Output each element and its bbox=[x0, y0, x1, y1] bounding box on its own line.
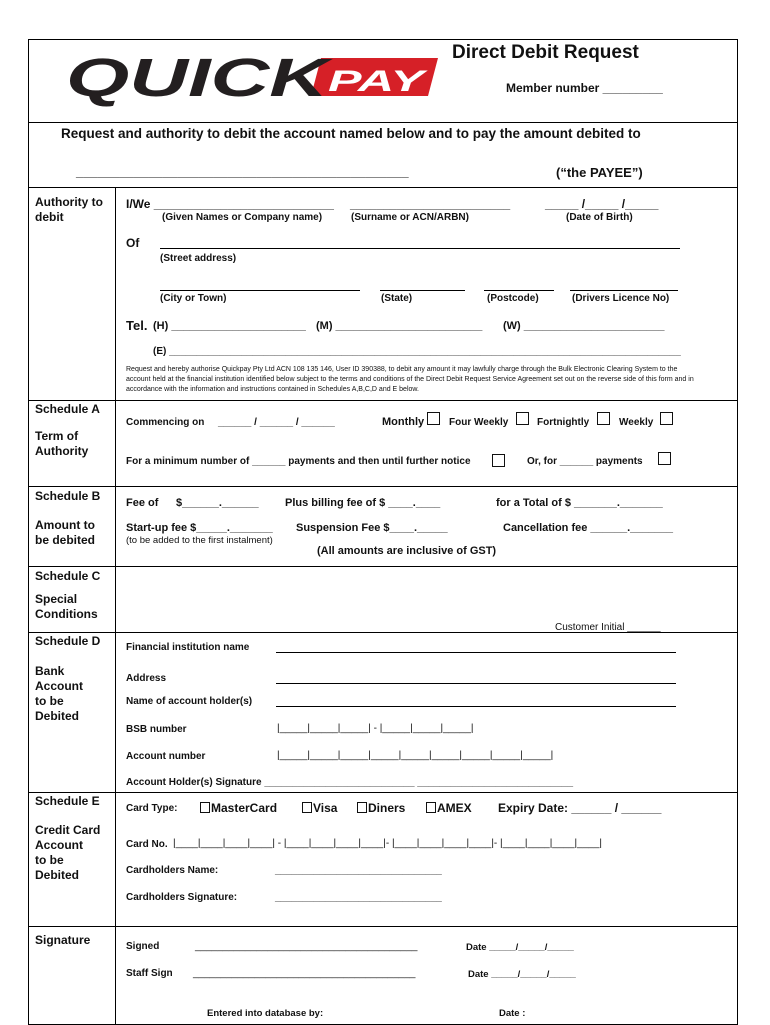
cardholder-signature-label: Cardholders Signature: bbox=[126, 892, 238, 903]
staff-sign-label: Staff Sign bbox=[126, 968, 173, 979]
postcode-line[interactable] bbox=[484, 290, 554, 291]
mastercard-label: MasterCard bbox=[211, 801, 278, 815]
schedule-e-sublabel: Credit Card Account to be Debited bbox=[35, 823, 101, 882]
schedule-b-label: Schedule B bbox=[35, 489, 101, 503]
iwe-field[interactable]: I/We ___________________________ bbox=[126, 197, 334, 211]
street-caption: (Street address) bbox=[160, 253, 237, 264]
bsb-label: BSB number bbox=[126, 724, 187, 735]
postcode-caption: (Postcode) bbox=[487, 293, 539, 304]
schedule-e-label: Schedule E bbox=[35, 794, 100, 808]
monthly-label: Monthly bbox=[382, 416, 425, 428]
city-caption: (City or Town) bbox=[160, 293, 227, 304]
column-divider bbox=[115, 187, 116, 1025]
dob-caption: (Date of Birth) bbox=[566, 212, 633, 223]
entered-into-database: Entered into database by: bbox=[207, 1008, 324, 1019]
cardholder-name-field[interactable]: ______________________________ bbox=[275, 865, 442, 876]
minimum-payments-text[interactable]: For a minimum number of ______ payments and then until further notice bbox=[126, 456, 471, 467]
card-option-mastercard[interactable] bbox=[200, 801, 277, 815]
startup-note: (to be added to the first instalment) bbox=[126, 535, 273, 546]
card-number-boxes[interactable]: |____|____|____|____| - |____|____|____|____|- |____|____|____|____|- |____|____|____|____| bbox=[173, 838, 602, 849]
row-divider-sig bbox=[28, 926, 738, 927]
request-text: Request and authority to debit the account named below and to pay the amount debited to bbox=[61, 126, 641, 141]
state-line[interactable] bbox=[380, 290, 465, 291]
city-line[interactable] bbox=[160, 290, 360, 291]
given-names-caption: (Given Names or Company name) bbox=[162, 212, 323, 223]
institution-line[interactable] bbox=[276, 652, 676, 653]
diners-checkbox[interactable] bbox=[357, 802, 367, 813]
schedule-d-sublabel: Bank Account to be Debited bbox=[35, 664, 83, 723]
dob-field[interactable]: _____ /_____ /_____ bbox=[545, 197, 659, 211]
licence-caption: (Drivers Licence No) bbox=[572, 293, 670, 304]
fortnightly-label: Fortnightly bbox=[537, 417, 590, 428]
cancellation-fee-field[interactable]: Cancellation fee ______._______ bbox=[503, 522, 674, 534]
staff-date-field[interactable]: Date _____/_____/_____ bbox=[468, 969, 576, 980]
row-divider-e bbox=[28, 792, 738, 793]
staff-sign-field[interactable]: ________________________________________ bbox=[193, 968, 416, 979]
member-number: Member number _________ bbox=[506, 81, 663, 95]
weekly-checkbox[interactable] bbox=[660, 412, 673, 425]
card-no-label: Card No. bbox=[126, 839, 168, 850]
fortnightly-checkbox[interactable] bbox=[597, 412, 610, 425]
svg-text:PAY: PAY bbox=[328, 65, 430, 98]
diners-label: Diners bbox=[368, 801, 406, 815]
expiry-date-field[interactable]: Expiry Date: ______ / ______ bbox=[498, 801, 662, 815]
header-divider bbox=[28, 122, 738, 123]
special-conditions-area[interactable] bbox=[120, 570, 730, 620]
surname-caption: (Surname or ACN/ARBN) bbox=[351, 212, 469, 223]
four-weekly-label: Four Weekly bbox=[449, 417, 509, 428]
schedule-a-sublabel: Term of Authority bbox=[35, 429, 89, 458]
cardholder-signature-field[interactable]: ______________________________ bbox=[275, 892, 442, 903]
startup-fee-field[interactable]: Start-up fee $_____._______ bbox=[126, 522, 273, 534]
payee-blank: ______________________________________________ bbox=[76, 164, 409, 179]
surname-field[interactable]: ________________________ bbox=[350, 197, 511, 211]
amex-label: AMEX bbox=[437, 801, 472, 815]
tel-work-field[interactable]: (W) _______________________ bbox=[503, 320, 665, 332]
commencing-date-field[interactable]: ______ / ______ / ______ bbox=[218, 417, 335, 428]
row-divider-a bbox=[28, 400, 738, 401]
card-option-diners[interactable] bbox=[357, 801, 405, 815]
licence-line[interactable] bbox=[570, 290, 678, 291]
billing-fee-field[interactable]: Plus billing fee of $ ____.____ bbox=[285, 497, 441, 509]
authority-label: Authority to debit bbox=[35, 195, 103, 224]
visa-label: Visa bbox=[313, 801, 338, 815]
signed-field[interactable]: ________________________________________ bbox=[195, 941, 418, 952]
schedule-a-label: Schedule A bbox=[35, 402, 100, 416]
bsb-boxes[interactable]: |_____|_____|_____| - |_____|_____|_____| bbox=[277, 723, 474, 734]
tel-mobile-field[interactable]: (M) ________________________ bbox=[316, 320, 483, 332]
mastercard-checkbox[interactable] bbox=[200, 802, 210, 813]
row-divider-c bbox=[28, 566, 738, 567]
schedule-c-label: Schedule C bbox=[35, 569, 101, 583]
tel-label: Tel. bbox=[126, 318, 148, 333]
address-line[interactable] bbox=[276, 683, 676, 684]
signed-label: Signed bbox=[126, 941, 160, 952]
row-divider-b bbox=[28, 486, 738, 487]
gst-note: (All amounts are inclusive of GST) bbox=[317, 545, 497, 557]
schedule-d-label: Schedule D bbox=[35, 634, 101, 648]
account-label: Account number bbox=[126, 751, 206, 762]
institution-label: Financial institution name bbox=[126, 642, 250, 653]
visa-checkbox[interactable] bbox=[302, 802, 312, 813]
holder-label: Name of account holder(s) bbox=[126, 696, 253, 707]
signed-date-field[interactable]: Date _____/_____/_____ bbox=[466, 942, 574, 953]
authority-fine-print: Request and hereby authorise Quickpay Pty Ltd ACN 108 135 146, User ID 390388, to debit any amount it may lawfully charge through the Bulk Electronic Clearing System to the account held at the financial institution identified below subject to the terms and conditions of the Direct Debit Request Service Agreement set out on the reverse side of this form and in accordance with the information and instructions contained in Schedules A,B,C,D and E below. bbox=[126, 366, 694, 393]
holder-line[interactable] bbox=[276, 706, 676, 707]
fee-of-label: Fee of bbox=[126, 497, 159, 509]
account-signature-field[interactable]: Account Holder(s) Signature ___________________________ ____________________________ bbox=[126, 777, 574, 788]
four-weekly-checkbox[interactable] bbox=[516, 412, 529, 425]
weekly-label: Weekly bbox=[619, 417, 654, 428]
footer-date: Date : bbox=[499, 1008, 526, 1019]
schedule-b-sublabel: Amount to be debited bbox=[35, 518, 96, 547]
commencing-label: Commencing on bbox=[126, 417, 205, 428]
payee-label: (“the PAYEE”) bbox=[556, 165, 643, 180]
card-option-visa[interactable] bbox=[302, 801, 337, 815]
amex-checkbox[interactable] bbox=[426, 802, 436, 813]
request-divider bbox=[28, 187, 738, 188]
account-boxes[interactable]: |_____|_____|_____|_____|_____|_____|_____|_____|_____| bbox=[277, 750, 554, 761]
quickpay-logo bbox=[66, 46, 440, 108]
card-type-label: Card Type: bbox=[126, 803, 178, 814]
fixed-payments-checkbox[interactable] bbox=[658, 452, 671, 465]
of-label: Of bbox=[126, 236, 140, 250]
signature-label: Signature bbox=[35, 933, 91, 947]
tel-home-field[interactable]: (H) ______________________ bbox=[153, 320, 306, 332]
address-label: Address bbox=[126, 673, 167, 684]
customer-initial[interactable]: Customer Initial ______ bbox=[555, 622, 661, 633]
suspension-fee-field[interactable]: Suspension Fee $____._____ bbox=[296, 522, 448, 534]
or-for-payments-text[interactable]: Or, for ______ payments bbox=[527, 456, 643, 467]
fee-field[interactable]: $______.______ bbox=[176, 497, 259, 509]
email-field[interactable]: (E) ____________________________________________________________________________________________ bbox=[153, 346, 681, 357]
state-caption: (State) bbox=[381, 293, 413, 304]
total-field[interactable]: for a Total of $ _______._______ bbox=[496, 497, 663, 509]
page-title: Direct Debit Request bbox=[452, 42, 639, 63]
cardholder-name-label: Cardholders Name: bbox=[126, 865, 219, 876]
svg-text:QUICK: QUICK bbox=[66, 48, 335, 108]
street-line[interactable] bbox=[160, 248, 680, 249]
schedule-c-sublabel: Special Conditions bbox=[35, 592, 98, 621]
monthly-checkbox[interactable] bbox=[427, 412, 440, 425]
until-notice-checkbox[interactable] bbox=[492, 454, 505, 467]
card-option-amex[interactable] bbox=[426, 801, 472, 815]
